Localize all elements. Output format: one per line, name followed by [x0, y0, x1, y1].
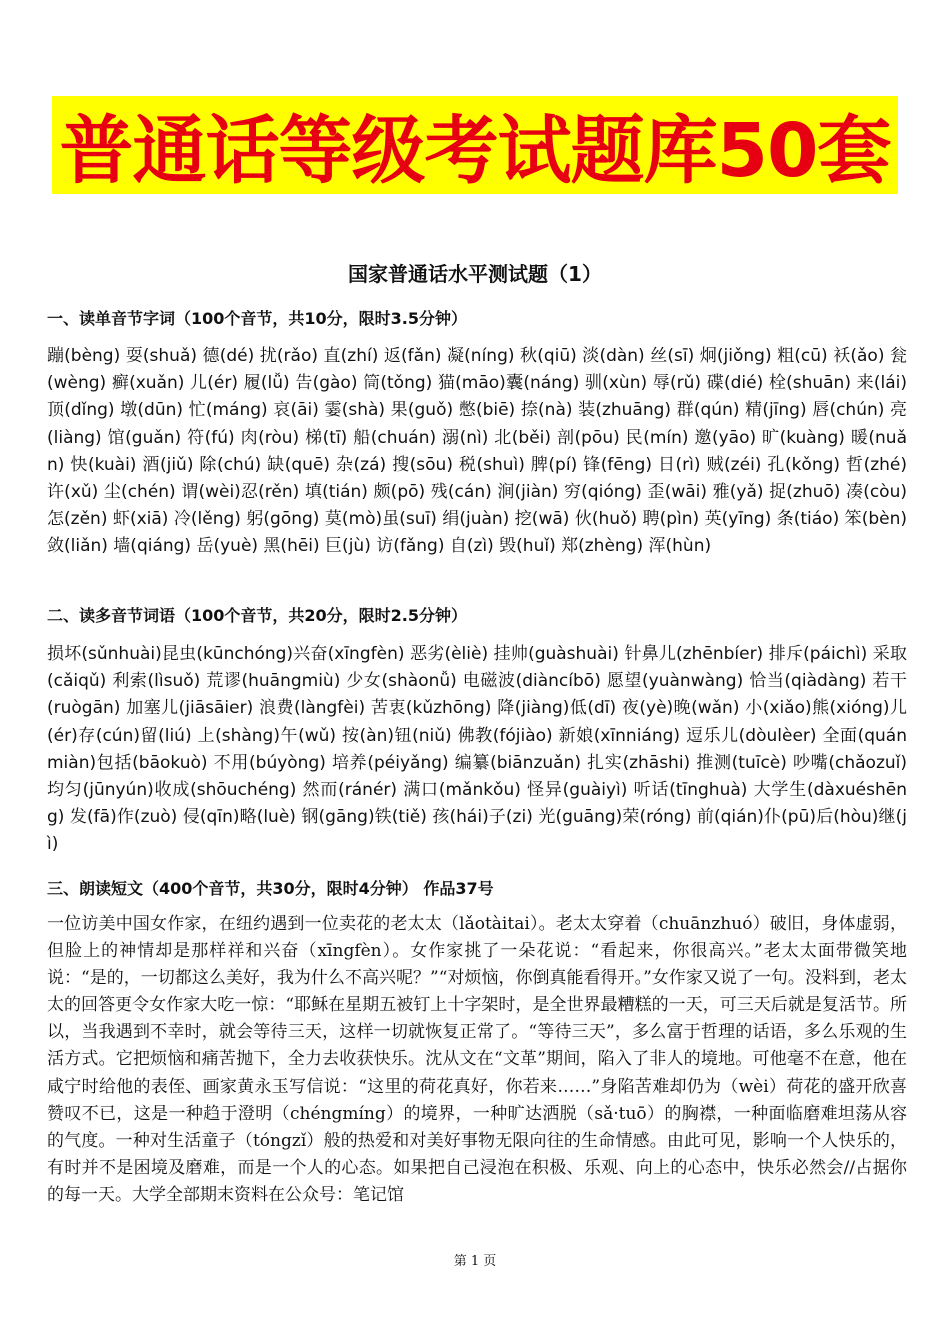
section-2-words: 损坏(sǔnhuài)昆虫(kūnchóng)兴奋(xīngfèn) 恶劣(èliè) 挂帅(guàshuài) 针鼻儿(zhēnbíer) 排斥(páichì) 采取(cǎiqǔ) 利索(lìsuǒ) 荒谬(huāngmiù) 少女(shàonǚ) 电磁波(diàncíbō) 愿望(yuànwàng) 恰当(qiàdàng) 若干(ruògān) 加塞儿(jiāsāier) 浪费(làngfèi) 苦衷(kǔzhōng) 降(jiàng)低(dī) 夜(yè)晚(wǎn) 小(xiǎo)熊(xióng)儿(ér)存(cún)留(liú) 上(shàng)午(wǔ) 按(àn)钮(niǔ) 佛教(fójiào) 新娘(xīnniáng) 逗乐儿(dòulèer) 全面(quánmiàn)包括(bāokuò) 不用(búyòng) 培养(péiyǎng) 编纂(biānzuǎn) 扎实(zhāshi) 推测(tuīcè) 吵嘴(chǎozuǐ) 均匀(jūnyún)收成(shōuchéng) 然而(ránér) 满口(mǎnkǒu) 怪异(guàiyì) 听话(tīnghuà) 大学生(dàxuéshēng) 发(fā)作(zuò) 侵(qīn)略(luè) 钢(gāng)铁(tiě) 孩(hái)子(zi) 光(guāng)荣(róng) 前(qián)仆(pū)后(hòu)继(jì): [47, 644, 907, 855]
section-1-syllables: 蹦(bèng) 耍(shuǎ) 德(dé) 扰(rǎo) 直(zhí) 返(fǎn) 凝(níng) 秋(qiū) 淡(dàn) 丝(sī) 炯(jiǒng) 粗(cū) 袄(ǎo) 瓮(wèng) 癣(xuǎn) 儿(ér) 履(lǚ) 告(gào) 筒(tǒng) 猫(māo)囊(náng) 驯(xùn) 辱(rǔ) 碟(dié) 栓(shuān) 来(lái) 顶(dǐng) 墩(dūn) 忙(máng) 哀(āi) 霎(shà) 果(guǒ) 憋(biē) 捺(nà) 装(zhuāng) 群(qún) 精(jīng) 唇(chún) 亮(liàng) 馆(guǎn) 符(fú) 肉(ròu) 梯(tī) 船(chuán) 溺(nì) 北(běi) 剖(pōu) 民(mín) 邀(yāo) 旷(kuàng) 暖(nuǎn) 快(kuài) 酒(jiǔ) 除(chú) 缺(quē) 杂(zá) 搜(sōu) 税(shuì) 脾(pí) 锋(fēng) 日(rì) 贼(zéi) 孔(kǒng) 哲(zhé) 许(xǔ) 尘(chén) 谓(wèi)忍(rěn) 填(tián) 颇(pō) 残(cán) 涧(jiàn) 穷(qióng) 歪(wāi) 雅(yǎ) 捉(zhuō) 凑(còu) 怎(zěn) 虾(xiā) 冷(lěng) 躬(gōng) 莫(mò)虽(suī) 绢(juàn) 挖(wā) 伙(huǒ) 聘(pìn) 英(yīng) 条(tiáo) 笨(bèn) 敛(liǎn) 墙(qiáng) 岳(yuè) 黑(hēi) 巨(jù) 访(fǎng) 自(zì) 毁(huǐ) 郑(zhèng) 浑(hùn): [47, 346, 907, 557]
page-number: 第 1 页: [453, 1254, 497, 1269]
banner-title: 普通话等级考试题库50套: [59, 108, 891, 194]
section-1-heading: 一、读单音节字词（100个音节，共10分，限时3.5分钟）: [47, 309, 468, 328]
section-2-heading: 二、读多音节词语（100个音节，共20分，限时2.5分钟）: [47, 606, 468, 625]
section-3-passage: 一位访美中国女作家，在纽约遇到一位卖花的老太太（lǎotàitai）。老太太穿着（chuānzhuó）破旧，身体虚弱，但脸上的神情却是那样祥和兴奋（xīngfèn）。女作家挑了一朵花说：“看起来，你很高兴。”老太太面带微笑地说：“是的，一切都这么美好，我为什么不高兴呢？”“对烦恼，你倒真能看得开。”女作家又说了一句。没料到，老太太的回答更令女作家大吃一惊：“耶稣在星期五被钉上十字架时，是全世界最糟糕的一天，可三天后就是复活节。所以，当我遇到不幸时，就会等待三天，这样一切就恢复正常了。“等待三天”，多么富于哲理的话语，多么乐观的生活方式。它把烦恼和痛苦抛下，全力去收获快乐。沈从文在“文革”期间，陷入了非人的境地。可他毫不在意，他在咸宁时给他的表侄、画家黄永玉写信说：“这里的荷花真好，你若来……”身陷苦难却仍为（wèi）荷花的盛开欣喜赞叹不已，这是一种趋于澄明（chéngmíng）的境界，一种旷达洒脱（sǎ·tuō）的胸襟，一种面临磨难坦荡从容的气度。一种对生活童子（tóngzǐ）般的热爱和对美好事物无限向往的生命情感。由此可见，影响一个人快乐的，有时并不是困境及磨难，而是一个人的心态。如果把自己浸泡在积极、乐观、向上的心态中，快乐必然会//占据你的每一天。大学全部期末资料在公众号：笔记馆: [47, 914, 907, 1205]
section-3-heading: 三、朗读短文（400个音节，共30分，限时4分钟） 作品37号: [47, 879, 494, 898]
document-title: 国家普通话水平测试题（1）: [348, 262, 602, 286]
title-banner: [52, 96, 898, 194]
